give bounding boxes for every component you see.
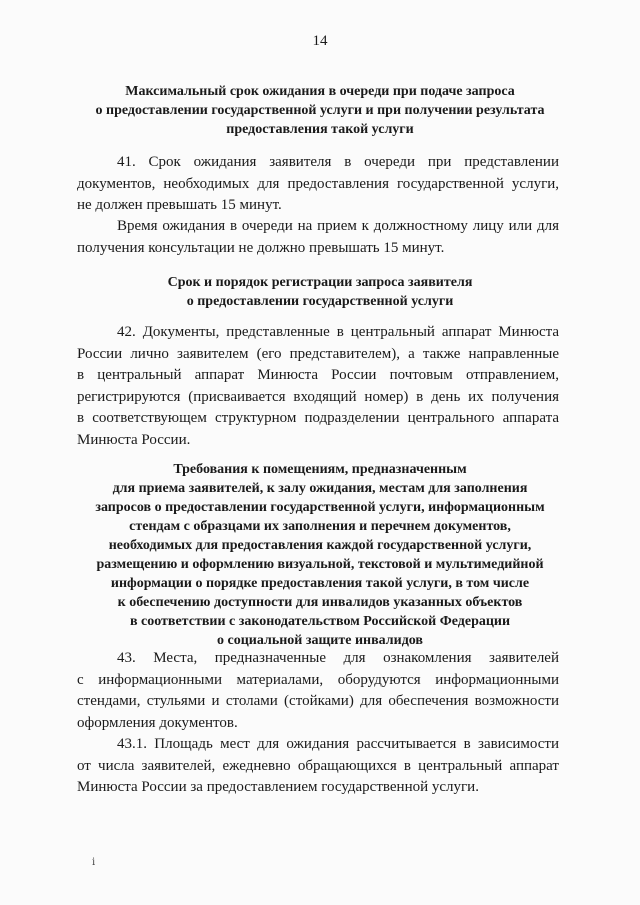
heading-line: о социальной защите инвалидов <box>217 633 423 648</box>
heading-line: Требования к помещениям, предназначенным <box>173 462 467 477</box>
text-line: в центральный аппарат Минюста России почтовым отправлением, <box>77 367 559 383</box>
paragraph-43-1 <box>77 734 559 799</box>
paragraph-41-waiting <box>77 216 559 259</box>
text-line: 41. Срок ожидания заявителя в очереди при представлении <box>117 154 559 170</box>
text-line: стендами, стульями и столами (стойками) для обеспечения возможности <box>77 693 559 709</box>
text-line: оформления документов. <box>77 714 238 731</box>
text-line: в соответствующем структурном подразделении центрального аппарата <box>77 410 559 426</box>
heading-line: предоставления такой услуги <box>226 122 414 137</box>
text-line: не должен превышать 15 минут. <box>77 197 282 213</box>
text-line: с информационными материалами, оборудуются информационными <box>77 671 559 688</box>
paragraph-42 <box>77 322 559 451</box>
text-line: Время ожидания в очереди на прием к должностному лицу или для <box>117 218 559 234</box>
heading-line: размещению и оформлению визуальной, текстовой и мультимедийной <box>96 557 544 572</box>
section-heading-waiting-time <box>60 82 580 139</box>
paragraph-43 <box>77 648 559 734</box>
heading-line: Максимальный срок ожидания в очереди при подаче запроса <box>125 84 515 99</box>
heading-line: информации о порядке предоставления такой услуги, в том числе <box>110 576 530 591</box>
page-number: 14 <box>312 33 328 49</box>
heading-line: о предоставлении государственной услуги и при получении результата <box>95 103 545 118</box>
text-line: 42. Документы, представленные в центральный аппарат Минюста <box>117 324 559 340</box>
heading-line: для приема заявителей, к залу ожидания, местам для заполнения <box>112 481 528 496</box>
text-line: 43.1. Площадь мест для ожидания рассчитывается в зависимости <box>117 736 559 752</box>
text-line: Минюста России за предоставлением государственной услуги. <box>77 779 479 795</box>
text-line: получения консультации не должно превышать 15 минут. <box>77 239 445 256</box>
heading-line: запросов о предоставлении государственной услуги, информационным <box>95 500 545 515</box>
text-line: Минюста России. <box>77 431 191 448</box>
text-line: документов, необходимых для предоставления государственной услуги, <box>77 175 559 192</box>
heading-line: о предоставлении государственной услуги <box>186 294 454 309</box>
heading-line: необходимых для предоставления каждой государственной услуги, <box>108 538 532 553</box>
text-line: России лично заявителем (его представителем), а также направленные <box>77 345 559 362</box>
paragraph-41 <box>77 152 559 217</box>
text-line: 43. Места, предназначенные для ознакомления заявителей <box>117 650 559 666</box>
heading-line: Срок и порядок регистрации запроса заявителя <box>167 275 473 290</box>
scan-mark: ⅰ <box>92 857 96 868</box>
section-heading-premises <box>60 460 580 650</box>
text-line: регистрируются (присваивается входящий номер) в день их получения <box>77 388 559 405</box>
text-line: от числа заявителей, ежедневно обращающихся в центральный аппарат <box>77 757 559 774</box>
section-heading-registration <box>60 273 580 311</box>
heading-line: в соответствии с законодательством Российской Федерации <box>129 614 511 629</box>
heading-line: к обеспечению доступности для инвалидов указанных объектов <box>117 595 523 610</box>
heading-line: стендам с образцами их заполнения и перечнем документов, <box>129 519 511 534</box>
